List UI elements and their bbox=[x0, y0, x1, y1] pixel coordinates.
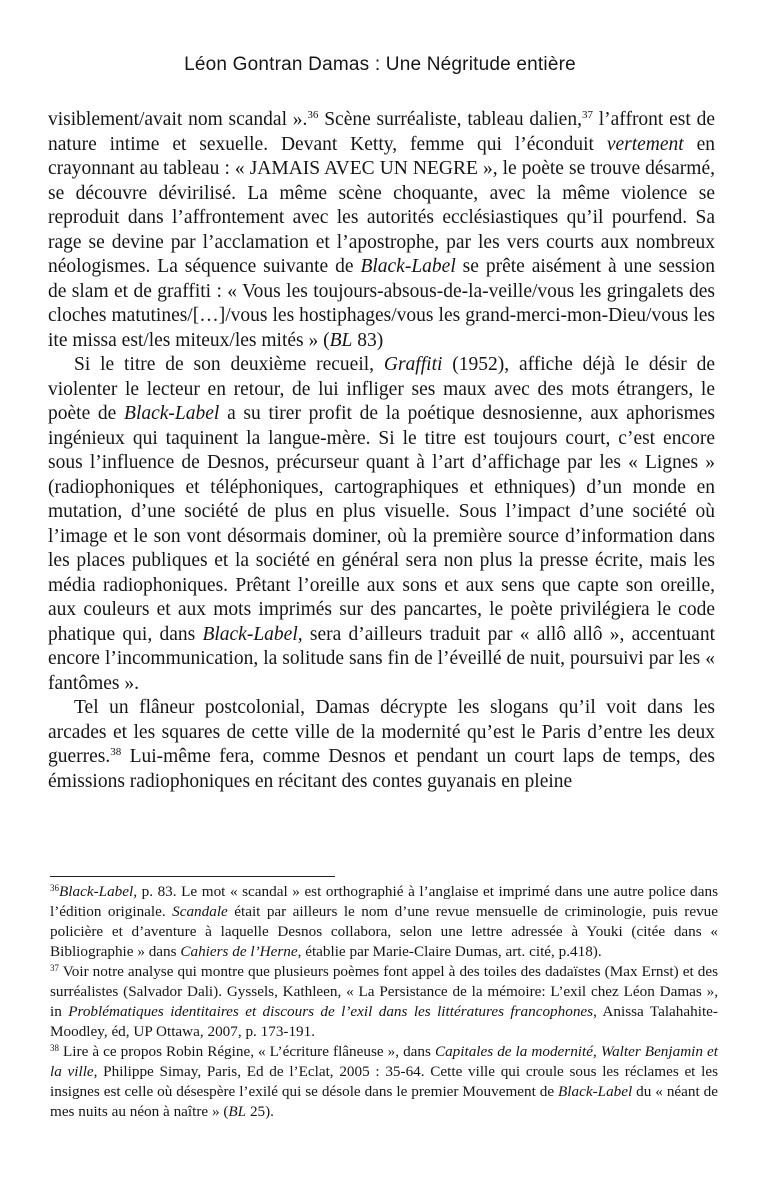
text-span: p. 83. Le mot « scandal » est orthographié à l’anglaise et imprimé dans une autre police dans l’édition originale. bbox=[50, 883, 718, 920]
text-span: l’affront est de nature intime et sexuelle. Devant Ketty, femme qui l’éconduit bbox=[48, 109, 715, 155]
text-span: Scène surréaliste, tableau dalien, bbox=[318, 109, 582, 130]
running-title: Léon Gontran Damas : Une Négritude entière bbox=[184, 54, 576, 75]
italic-span: Black-Label, bbox=[202, 623, 303, 645]
text-span: sera d’ailleurs traduit par « allô allô », accentuant encore l’incommunication, la solitude sans fin de l’éveillé de nuit, poursuivi par les « fantômes ». bbox=[48, 623, 715, 694]
text-span: en crayonnant au tableau : « JAMAIS AVEC UN NEGRE », le poète se trouve désarmé, se découvre dévirilisé. La même scène choquante, avec la même violence se reproduit dans l’affrontement avec les autorités ecclésiastiques qu’il pourfend. Sa rage se devine par l’acclamation et l’apostrophe, par les vers courts aux nombreux néologismes. La séquence suivante de bbox=[48, 133, 716, 277]
text-span: Tel un flâneur postcolonial, Damas décrypte les slogans qu’il voit dans les arcades et les squares de cette ville de la modernité qu’est le Paris d’entre les deux guerres. bbox=[48, 697, 715, 767]
italic-span: Problématiques identitaires et discours de l’exil dans les littératures francophones bbox=[68, 1003, 594, 1020]
footnote-ref-38[interactable]: 38 bbox=[110, 746, 122, 758]
text-span: Lire à ce propos Robin Régine, « L’écriture flâneuse », dans bbox=[59, 1043, 435, 1060]
text-span: Voir notre analyse qui montre que plusieurs poèmes font appel à des toiles des dadaïstes (Max Ernst) et des surréalistes (Salvador Dali). Gyssels, Kathleen, « La Persistance de la mémoire: L’exil chez Léon Damas », in bbox=[50, 963, 718, 1020]
italic-span: Capitales de la modernité, Walter Benjamin et la ville bbox=[50, 1043, 718, 1080]
text-span: 25). bbox=[246, 1103, 274, 1120]
paragraph-3 bbox=[48, 696, 715, 794]
text-span: était par ailleurs le nom d’une revue mensuelle de criminologie, puis revue policière et d’aventure à laquelle Desnos collabora, selon une lettre adressée à Youki (citée dans « Bibliographie » dans bbox=[50, 903, 718, 960]
italic-span: Graffiti bbox=[383, 354, 443, 375]
text-span: (1952), affiche déjà le désir de violenter le lecteur en retour, de lui infliger ses maux avec des mots étrangers, le poète de bbox=[48, 354, 715, 424]
main-text bbox=[48, 108, 715, 794]
footnote-number: 37 bbox=[50, 963, 59, 973]
paragraph-2 bbox=[48, 353, 715, 696]
italic-span: Black-Label bbox=[558, 1083, 633, 1100]
footnote-36 bbox=[50, 882, 718, 962]
text-span: Si le titre de son deuxième recueil, bbox=[74, 354, 384, 375]
text-span: 83) bbox=[352, 329, 384, 351]
italic-span: BL bbox=[329, 329, 353, 351]
italic-span: BL bbox=[228, 1103, 247, 1120]
footnote-number: 36 bbox=[50, 883, 59, 893]
text-span: , Anissa Talahahite-Moodley, éd, UP Ottawa, 2007, p. 173-191. bbox=[50, 1003, 718, 1040]
italic-span: Cahiers de l’Herne bbox=[180, 943, 298, 960]
footnote-ref-36[interactable]: 36 bbox=[307, 109, 319, 121]
footnote-38 bbox=[50, 1042, 718, 1122]
footnote-separator bbox=[50, 876, 335, 877]
italic-span: Black-Label bbox=[124, 403, 220, 424]
text-span: se prête aisément à une session de slam et de graffiti : « Vous les toujours-absous-de-la-veille/vous les gringalets des cloches matutines/[…]/vous les hostiphages/vous les grand-merci-mon-Dieu/vous les ite missa est/les miteux/les mités » ( bbox=[48, 256, 716, 351]
paragraph-1 bbox=[48, 108, 715, 353]
text-span: , établie par Marie-Claire Dumas, art. cité, p.418). bbox=[297, 943, 602, 960]
footnotes bbox=[50, 882, 718, 1122]
footnote-number: 38 bbox=[50, 1043, 59, 1053]
italic-span: vertement bbox=[606, 133, 684, 155]
text-span: Lui-même fera, comme Desnos et pendant un court laps de temps, des émissions radiophoniques en récitant des contes guyanais en pleine bbox=[48, 746, 715, 792]
footnote-ref-37[interactable]: 37 bbox=[581, 109, 593, 121]
footnote-37 bbox=[50, 962, 718, 1042]
text-span: a su tirer profit de la poétique desnosienne, aux aphorismes ingénieux qui taquinent la langue-mère. Si le titre est toujours court, c’est encore sous l’influence de Desnos, précurseur quant à l’art d’affichage par les « Lignes » (radiophoniques et téléphoniques, cartographiques et ethniques) d’un monde en mutation, d’une société de plus en plus visuelle. Sous l’impact d’une société où l’image et le son vont désormais dominer, où la première source d’information dans les places publiques et la société en général sera non plus la presse écrite, mais les média radiophoniques. Prêtant l’oreille aux sons et aux sens que capte son oreille, aux couleurs et aux mots imprimés sur des pancartes, le poète privilégiera le code phatique qui, dans bbox=[48, 403, 715, 645]
italic-span: Black-Label bbox=[360, 256, 456, 277]
text-span: du « néant de mes nuits au néon à naître » ( bbox=[50, 1083, 718, 1120]
italic-span: Scandale bbox=[172, 903, 228, 920]
text-span: , Philippe Simay, Paris, Ed de l’Eclat, 2005 : 35-64. Cette ville qui croule sous les réclames et les insignes est celle où désespère l’exilé qui se désole dans le premier Mouvement de bbox=[50, 1063, 718, 1100]
text-span: visiblement/avait nom scandal ». bbox=[48, 109, 308, 130]
italic-span: Black-Label, bbox=[59, 883, 138, 900]
running-header bbox=[0, 54, 760, 76]
